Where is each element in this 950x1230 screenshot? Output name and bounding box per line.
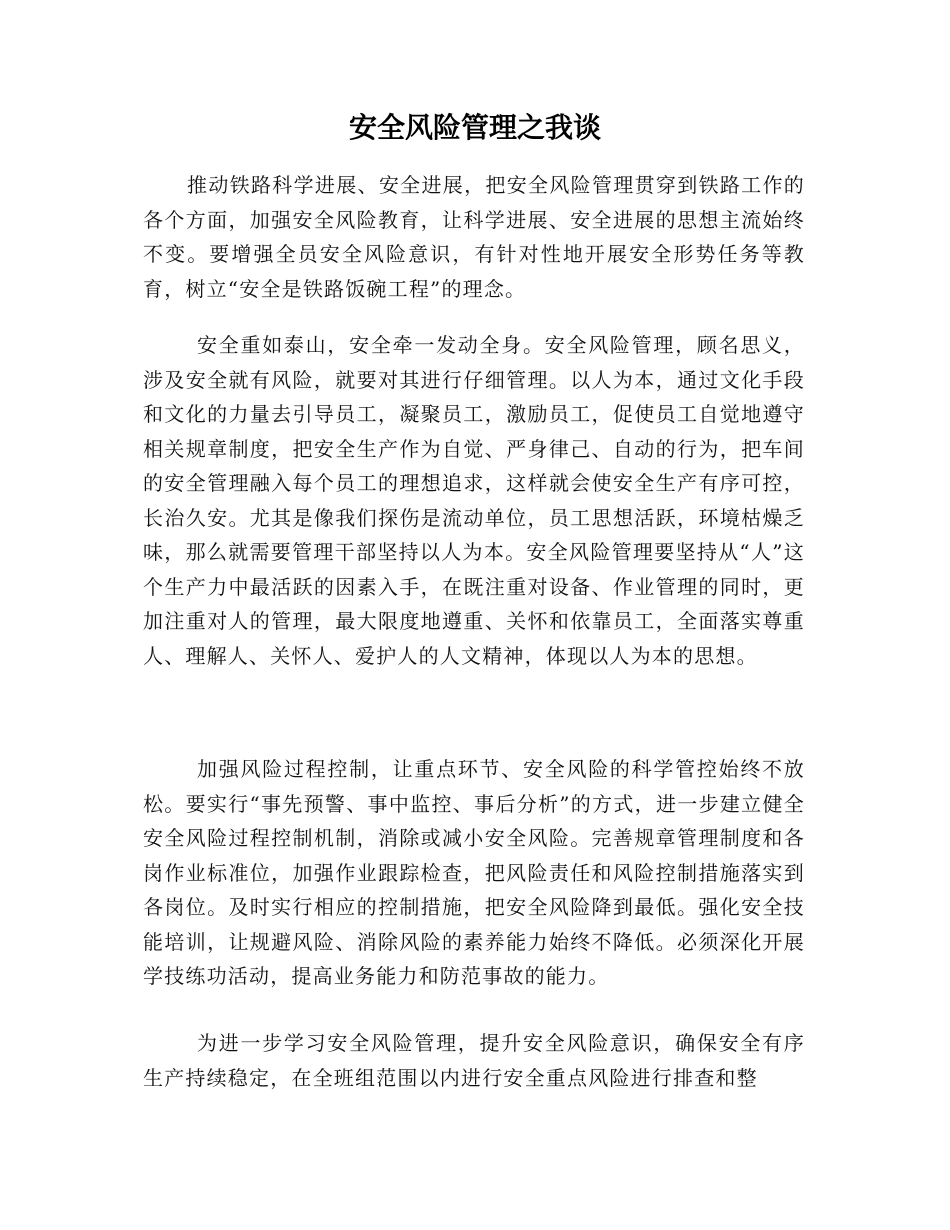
document-title: 安全风险管理之我谈 bbox=[348, 111, 601, 144]
paragraph-2: 安全重如泰山，安全牵一发动全身。安全风险管理，顾名思义，涉及安全就有风险，就要对其进行仔细管理。以人为本，通过文化手段和文化的力量去引导员工，凝聚员工，激励员工，促使员工自觉地遵守相关规章制度，把安全生产作为自觉、严身律己、自动的行为，把车间的安全管理融入每个员工的理想追求，这样就会使安全生产有序可控，长治久安。尤其是像我们探伤是流动单位，员工思想活跃，环境枯燥乏味，那么就需要管理干部坚持以人为本。安全风险管理要坚持从“人”这个生产力中最活跃的因素入手，在既注重对设备、作业管理的同时，更加注重对人的管理，最大限度地遵重、关怀和依靠员工，全面落实尊重人、理解人、关怀人、爱护人的人文精神，体现以人为本的思想。 bbox=[143, 333, 805, 668]
paragraph-3: 加强风险过程控制，让重点环节、安全风险的科学管控始终不放松。要实行“事先预警、事中监控、事后分析”的方式，进一步建立健全安全风险过程控制机制，消除或减小安全风险。完善规章管理制度和各岗作业标准位，加强作业跟踪检查，把风险责任和风险控制措施落实到各岗位。及时实行相应的控制措施，把安全风险降到最低。强化安全技能培训，让规避风险、消除风险的素养能力始终不降低。必须深化开展学技练功活动，提高业务能力和防范事故的能力。 bbox=[143, 757, 805, 988]
paragraph-4: 为进一步学习安全风险管理，提升安全风险意识，确保安全有序生产持续稳定，在全班组范围以内进行安全重点风险进行排查和整 bbox=[143, 1031, 805, 1090]
paragraph-1: 推动铁路科学进展、安全进展，把安全风险管理贯穿到铁路工作的各个方面，加强安全风险教育，让科学进展、安全进展的思想主流始终不变。要增强全员安全风险意识，有针对性地开展安全形势任务等教育，树立“安全是铁路饭碗工程”的理念。 bbox=[143, 173, 805, 301]
